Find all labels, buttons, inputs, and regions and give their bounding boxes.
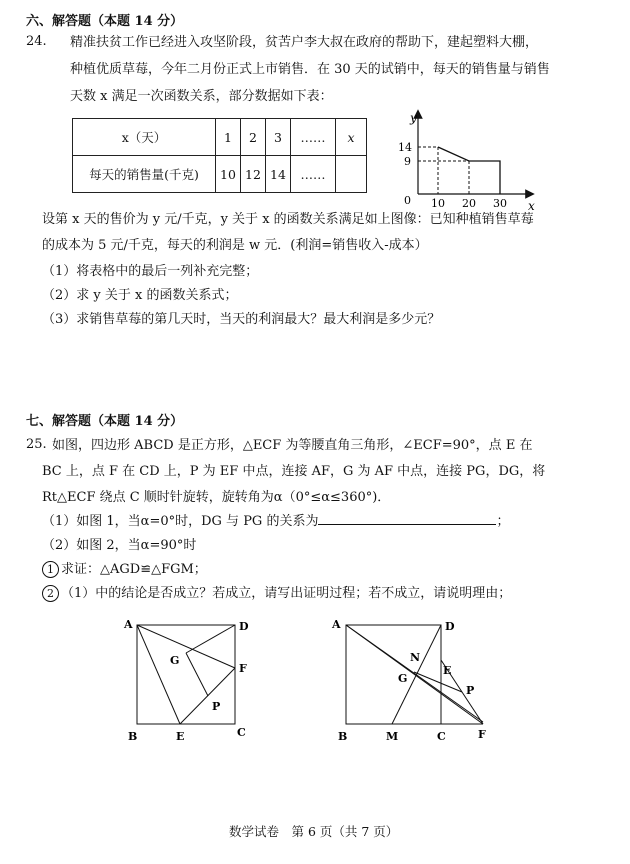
question25-item2-text: （1）中的结论是否成立？若成立，请写出证明过程；若不成立，请说明理由；	[61, 586, 512, 601]
question25-line3: Rt△ECF 绕点 C 顺时针旋转，旋转角为α（0°≤α≤360°)．	[42, 490, 391, 505]
question24-intro-line3: 天数 x 满足一次函数关系，部分数据如下表：	[70, 89, 333, 104]
page-footer: 数学试卷 第 6 页（共 7 页）	[229, 824, 399, 839]
segment-ae	[137, 625, 180, 724]
question24-number: 24.	[26, 34, 47, 49]
graph-y-tick: 9	[404, 155, 411, 168]
segment-af	[137, 625, 235, 668]
graph-y-tick: 14	[398, 141, 412, 154]
circled-number: 1	[42, 561, 59, 578]
section6-heading: 六、解答题（本题 14 分）	[26, 14, 184, 29]
question25-sub1-end: ；	[496, 514, 510, 529]
table-cell: 10	[216, 156, 241, 193]
fig1-label: F	[239, 662, 247, 675]
question25-item2	[42, 584, 511, 604]
fig2-label: N	[410, 651, 421, 664]
table-cell	[336, 156, 367, 193]
question25-line1: 如图，四边形 ABCD 是正方形，△ECF 为等腰直角三角形，∠ECF=90°，点 E 在	[52, 438, 533, 453]
fig2-label: M	[386, 730, 399, 743]
fig1-label: C	[237, 726, 246, 739]
segment-gp	[414, 672, 462, 692]
square-abcd	[346, 625, 441, 724]
fig2-label: P	[466, 684, 475, 697]
question24-intro-line2: 种植优质草莓，今年二月份正式上市销售．在 30 天的试销中，每天的销售量与销售	[70, 62, 550, 77]
figure1	[120, 612, 260, 747]
table-cell: 每天的销售量(千克)	[73, 156, 216, 193]
fig1-label: B	[128, 730, 138, 743]
table-cell: 12	[241, 156, 266, 193]
table-cell: ……	[291, 156, 336, 193]
fig2-label: D	[445, 620, 455, 633]
table-cell: ……	[291, 119, 336, 156]
table-cell: 14	[266, 156, 291, 193]
circled-number: 2	[42, 585, 59, 602]
question24-sub1: （1）将表格中的最后一列补充完整；	[42, 264, 259, 279]
graph-x-tick: 20	[462, 197, 476, 210]
fig1-label: D	[239, 620, 249, 633]
section7-heading: 七、解答题（本题 14 分）	[26, 414, 184, 429]
fig2-label: B	[338, 730, 348, 743]
question24-para2-line2: 的成本为 5 元/千克，每天的利润是 w 元．(利润=销售收入-成本）	[42, 238, 428, 253]
fig1-label: E	[176, 730, 185, 743]
table-cell: 2	[241, 119, 266, 156]
table-cell: 3	[266, 119, 291, 156]
fig1-label: P	[212, 700, 221, 713]
question25-line2: BC 上，点 F 在 CD 上，P 为 EF 中点，连接 AF，G 为 AF 中点，连接 PG，DG，将	[42, 464, 546, 479]
question24-sub2: （2）求 y 关于 x 的函数关系式；	[42, 288, 238, 303]
question25-item1-text: 求证：△AGD≌△FGM；	[61, 562, 207, 577]
fig2-label: F	[478, 728, 486, 741]
question25-sub2: （2）如图 2，当α=90°时	[42, 538, 197, 553]
sales-table	[72, 118, 367, 193]
graph-y-label: y	[410, 111, 417, 125]
table-cell: x	[336, 119, 367, 156]
fig2-label: E	[443, 664, 452, 677]
question25-sub1-text: （1）如图 1，当α=0°时，DG 与 PG 的关系为	[42, 514, 319, 529]
segment-ap	[346, 625, 483, 722]
question25-sub1	[42, 512, 509, 532]
answer-blank[interactable]	[318, 512, 496, 525]
graph-x-label: x	[528, 199, 535, 213]
figure2	[328, 612, 500, 747]
table-row	[73, 119, 367, 156]
table-cell: x（天）	[73, 119, 216, 156]
question24-sub3: （3）求销售草莓的第几天时，当天的利润最大？最大利润是多少元？	[42, 312, 441, 327]
question25-item1	[42, 560, 207, 580]
graph-x-tick: 10	[431, 197, 445, 210]
square-abcd	[137, 625, 235, 724]
table-row	[73, 156, 367, 193]
fig2-label: G	[398, 672, 408, 685]
segment-dg	[186, 625, 235, 653]
fig1-label: A	[124, 618, 133, 631]
segment-gp	[186, 653, 208, 696]
fig2-label: A	[332, 618, 341, 631]
graph-origin: 0	[404, 194, 411, 207]
question24-para2-line1: 设第 x 天的售价为 y 元/千克，y 关于 x 的函数关系满足如上图像：已知种植销售草莓	[42, 212, 534, 227]
table-cell: 1	[216, 119, 241, 156]
fig1-label: G	[170, 654, 180, 667]
graph-x-tick: 30	[493, 197, 507, 210]
question24-intro-line1: 精准扶贫工作已经进入攻坚阶段，贫苦户李大叔在政府的帮助下，建起塑料大棚，	[70, 35, 539, 50]
fig2-label: C	[437, 730, 446, 743]
price-graph	[392, 108, 542, 214]
question25-number: 25.	[26, 437, 47, 452]
